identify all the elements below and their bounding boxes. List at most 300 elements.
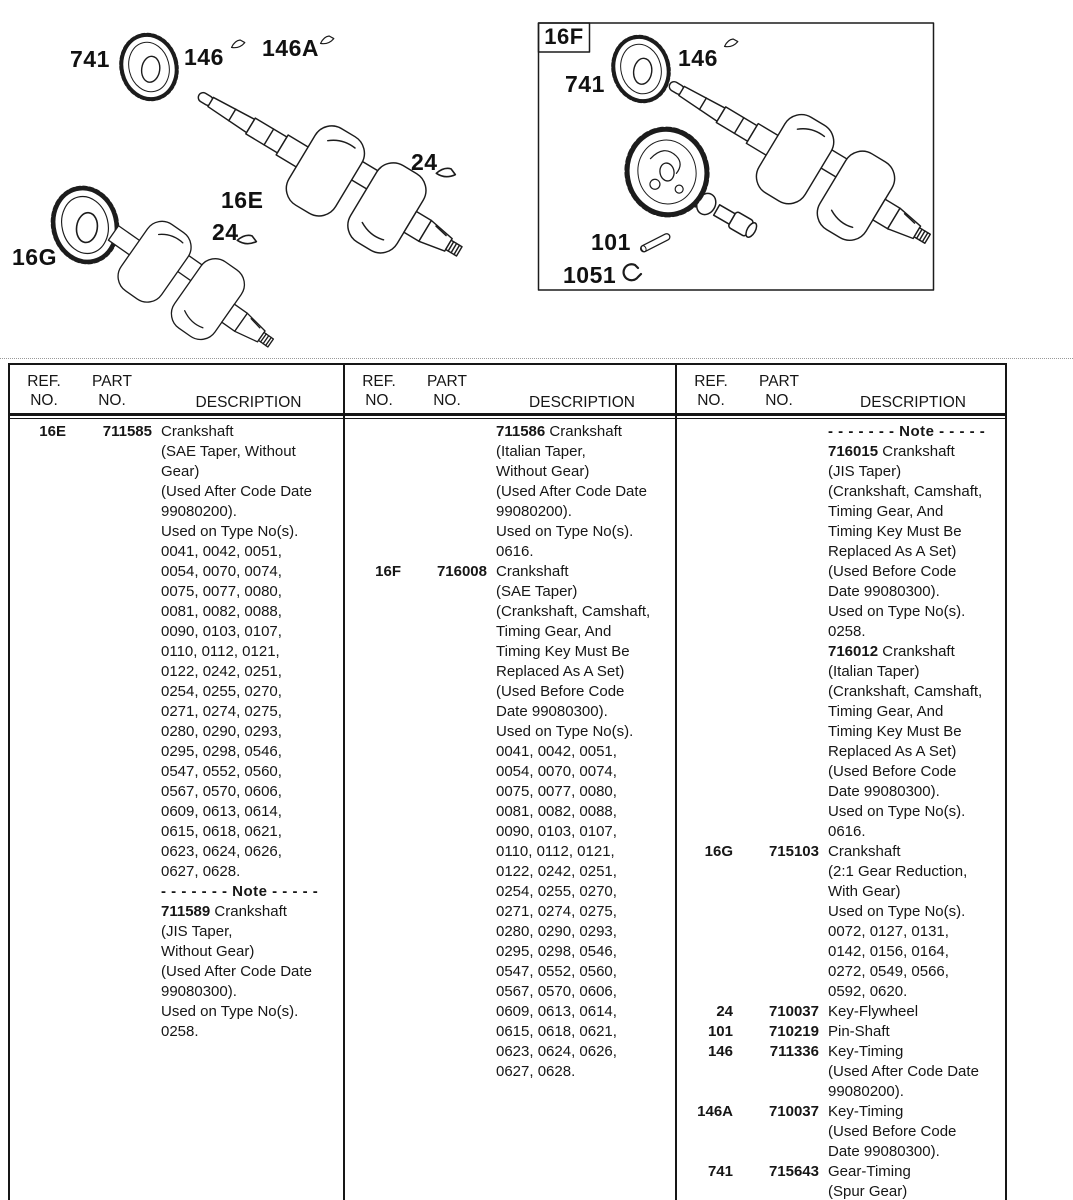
ref-no-cell (10, 642, 70, 662)
description-cell: 0295, 0298, 0546, (496, 943, 617, 960)
description-cell: 0616. (496, 543, 534, 560)
description-cell: 0072, 0127, 0131, (828, 923, 949, 940)
part-no-cell (405, 742, 489, 762)
ref-no-cell (345, 722, 405, 742)
part-no-cell (737, 802, 821, 822)
part-no-cell (405, 942, 489, 962)
ref-no-cell (10, 462, 70, 482)
ref-no-cell (345, 942, 405, 962)
part-no-cell (70, 622, 154, 642)
part-no-cell (737, 762, 821, 782)
description-cell: Used on Type No(s). (161, 523, 299, 540)
table-row (677, 822, 1005, 842)
ref-no-cell (677, 622, 737, 642)
table-row (10, 462, 343, 482)
part-no-cell (405, 1042, 489, 1062)
part-no-cell (70, 602, 154, 622)
ref-no-header: REF. NO. (27, 373, 61, 409)
table-row (345, 562, 675, 582)
description-cell: Used on Type No(s). (496, 723, 634, 740)
table-row (677, 462, 1005, 482)
description-cell: 0272, 0549, 0566, (828, 963, 949, 980)
part-no-cell (737, 942, 821, 962)
ref-no-cell (677, 482, 737, 502)
table-row (345, 962, 675, 982)
ref-no-cell (345, 602, 405, 622)
description-cell: 99080200). (161, 503, 237, 520)
part-no-cell (405, 962, 489, 982)
description-cell: Timing Key Must Be (496, 643, 630, 660)
table-row (10, 682, 343, 702)
description-cell: 0075, 0077, 0080, (161, 583, 282, 600)
description-cell (489, 422, 675, 442)
ref-no-cell (345, 982, 405, 1002)
part-no-cell (70, 802, 154, 822)
description-cell: Timing Gear, And (828, 503, 944, 520)
table-row (677, 722, 1005, 742)
ref-no-cell (677, 742, 737, 762)
part-no-cell (405, 862, 489, 882)
table-row (10, 822, 343, 842)
part-no-cell (70, 982, 154, 1002)
ref-no-cell (677, 582, 737, 602)
description-cell: (2:1 Gear Reduction, (828, 863, 968, 880)
table-row (677, 502, 1005, 522)
part-no-cell (70, 502, 154, 522)
table-row (345, 842, 675, 862)
part-no-cell (737, 482, 821, 502)
part-no-cell (737, 462, 821, 482)
table-row (345, 782, 675, 802)
ref-no-cell (10, 742, 70, 762)
table-row (345, 482, 675, 502)
description-cell: 0090, 0103, 0107, (161, 623, 282, 640)
part-no-cell: 710037 (768, 1003, 819, 1020)
table-row (345, 522, 675, 542)
description-cell: Without Gear) (161, 943, 255, 960)
table-row (345, 1022, 675, 1042)
part-no-cell (405, 882, 489, 902)
description-cell: Crankshaft (828, 843, 901, 860)
table-row (345, 602, 675, 622)
part-no-cell (70, 882, 154, 902)
part-no-cell (737, 822, 821, 842)
part-no-cell (405, 722, 489, 742)
flywheel-key-24-left-icon (237, 233, 257, 246)
part-no-cell (737, 602, 821, 622)
description-cell: (Italian Taper, (496, 443, 586, 460)
description-cell: Used on Type No(s). (496, 523, 634, 540)
description-cell: 0122, 0242, 0251, (496, 863, 617, 880)
table-row (345, 462, 675, 482)
ref-no-cell (677, 602, 737, 622)
ref-no-cell (345, 522, 405, 542)
ref-no-cell (345, 622, 405, 642)
part-no-cell (70, 762, 154, 782)
table-row (677, 922, 1005, 942)
description-cell: 0258. (161, 1023, 199, 1040)
table-row (345, 422, 675, 442)
ref-no-cell (677, 802, 737, 822)
table-row (677, 1002, 1005, 1022)
ref-no-cell (345, 802, 405, 822)
ref-no-cell (10, 902, 70, 922)
ref-no-cell (345, 702, 405, 722)
part-no-cell (737, 862, 821, 882)
table-row (677, 542, 1005, 562)
table-row (10, 742, 343, 762)
table-row (10, 982, 343, 1002)
table-row (10, 562, 343, 582)
ref-no-cell (677, 882, 737, 902)
ref-no-cell (345, 762, 405, 782)
description-cell: Date 99080300). (496, 703, 608, 720)
ref-no-cell (677, 502, 737, 522)
ref-no-cell: 146 (707, 1043, 733, 1060)
part-no-cell (737, 782, 821, 802)
table-row (677, 422, 1005, 442)
ref-no-cell (677, 902, 737, 922)
table-row (677, 582, 1005, 602)
description-cell: (Used Before Code (828, 563, 957, 580)
ref-no-cell (677, 1142, 737, 1162)
part-no-cell (70, 642, 154, 662)
ref-no-cell (345, 442, 405, 462)
table-row (677, 622, 1005, 642)
timing-gear-741-right-drawing (608, 33, 673, 106)
description-cell: 0110, 0112, 0121, (496, 843, 615, 860)
table-row (677, 682, 1005, 702)
ref-no-cell (345, 782, 405, 802)
table-header (10, 365, 343, 413)
part-no-cell (737, 1122, 821, 1142)
diagram-label-741-left: 741 (70, 46, 110, 72)
part-no-cell (737, 422, 821, 442)
timing-gear-741-left-drawing (116, 31, 181, 104)
timing-key-146-right-icon (723, 38, 738, 47)
part-no-cell (405, 1022, 489, 1042)
description-cell: 0041, 0042, 0051, (161, 543, 282, 560)
part-no-cell (737, 682, 821, 702)
diagram-artwork (0, 0, 1073, 362)
ref-no-cell: 16F (375, 563, 401, 580)
timing-key-146a-icon (319, 35, 334, 44)
ref-no-cell (10, 522, 70, 542)
ref-no-cell (345, 482, 405, 502)
diagram-area (0, 0, 1073, 362)
ref-no-cell (677, 1082, 737, 1102)
inline-part-text: Crankshaft (878, 643, 955, 660)
ref-no-cell (677, 522, 737, 542)
description-cell: 0627, 0628. (161, 863, 241, 880)
description-cell: 0280, 0290, 0293, (161, 723, 282, 740)
table-row (677, 662, 1005, 682)
table-row (345, 802, 675, 822)
table-row (677, 522, 1005, 542)
table-row (10, 922, 343, 942)
table-row (10, 602, 343, 622)
table-row (10, 702, 343, 722)
ref-no-cell (10, 562, 70, 582)
diagram-label-16e: 16E (221, 187, 264, 213)
part-no-cell (70, 922, 154, 942)
description-cell: 0609, 0613, 0614, (496, 1003, 617, 1020)
description-cell: (Used Before Code (828, 763, 957, 780)
description-cell: 0280, 0290, 0293, (496, 923, 617, 940)
table-row (345, 742, 675, 762)
part-no-cell (737, 962, 821, 982)
table-column-2 (345, 365, 677, 1200)
ref-no-cell (345, 882, 405, 902)
ref-no-cell (10, 1022, 70, 1042)
ref-no-cell: 16G (704, 843, 733, 860)
ref-no-cell (677, 1062, 737, 1082)
part-no-cell (737, 582, 821, 602)
table-body (677, 419, 1005, 1200)
ref-no-cell (345, 862, 405, 882)
table-row (677, 902, 1005, 922)
description-cell: (Crankshaft, Camshaft, (828, 483, 983, 500)
description-cell: Crankshaft (496, 563, 569, 580)
table-row (345, 1062, 675, 1082)
description-cell: 0054, 0070, 0074, (496, 763, 617, 780)
part-no-cell: 715643 (768, 1163, 819, 1180)
table-row (345, 662, 675, 682)
part-no-cell (70, 702, 154, 722)
ref-no-cell (677, 942, 737, 962)
ref-no-cell (677, 982, 737, 1002)
table-row (677, 1082, 1005, 1102)
description-cell: 0609, 0613, 0614, (161, 803, 282, 820)
table-row (677, 842, 1005, 862)
ref-no-cell (10, 802, 70, 822)
ref-no-cell (345, 462, 405, 482)
table-row (345, 722, 675, 742)
table-row (345, 682, 675, 702)
ref-no-cell (345, 662, 405, 682)
part-no-cell: 716008 (436, 563, 487, 580)
table-row (10, 842, 343, 862)
description-cell: 0041, 0042, 0051, (496, 743, 617, 760)
header-separator (677, 413, 1005, 416)
ref-no-cell (345, 502, 405, 522)
part-no-cell (405, 642, 489, 662)
description-cell: Timing Key Must Be (828, 723, 962, 740)
description-cell: 0081, 0082, 0088, (161, 603, 282, 620)
table-row (10, 802, 343, 822)
inline-part-number: 711586 (496, 423, 546, 440)
part-no-cell: 710219 (768, 1023, 819, 1040)
description-cell: 0547, 0552, 0560, (496, 963, 617, 980)
table-row (677, 642, 1005, 662)
page-rule-line (0, 358, 1073, 359)
description-cell: Replaced As A Set) (828, 743, 957, 760)
part-no-cell (405, 442, 489, 462)
description-cell: Date 99080300). (828, 1143, 940, 1160)
table-row (677, 942, 1005, 962)
diagram-label-146-left: 146 (184, 44, 224, 70)
description-cell: Date 99080300). (828, 783, 940, 800)
table-header (345, 365, 675, 413)
table-body (10, 419, 343, 1042)
ref-no-cell (345, 682, 405, 702)
ref-no-cell: 101 (707, 1023, 733, 1040)
description-cell: Timing Gear, And (828, 703, 944, 720)
description-cell: 0142, 0156, 0164, (828, 943, 949, 960)
table-row (345, 1042, 675, 1062)
diagram-label-16g: 16G (12, 244, 57, 270)
part-no-cell (70, 742, 154, 762)
ref-no-cell (345, 642, 405, 662)
description-cell: (Used After Code Date (828, 1063, 979, 1080)
table-row (345, 502, 675, 522)
part-no-cell (737, 1062, 821, 1082)
ref-no-cell (10, 542, 70, 562)
part-no-cell (405, 422, 489, 442)
description-cell: Date 99080300). (828, 583, 940, 600)
inline-part-number: 711589 (161, 903, 211, 920)
description-cell: 0090, 0103, 0107, (496, 823, 617, 840)
table-row (345, 862, 675, 882)
part-no-cell (737, 642, 821, 662)
description-cell: Pin-Shaft (828, 1023, 890, 1040)
ref-no-cell (10, 982, 70, 1002)
description-cell: 0567, 0570, 0606, (496, 983, 617, 1000)
part-no-cell (737, 662, 821, 682)
ref-no-cell (10, 662, 70, 682)
part-no-cell (405, 662, 489, 682)
ref-no-cell (677, 782, 737, 802)
table-row (10, 862, 343, 882)
table-row (677, 1062, 1005, 1082)
description-cell: 0615, 0618, 0621, (496, 1023, 617, 1040)
part-no-cell (70, 862, 154, 882)
parts-table (8, 363, 1007, 1200)
part-no-header: PART NO. (92, 373, 132, 409)
description-cell: (Used After Code Date (161, 963, 312, 980)
ref-no-cell (677, 1122, 737, 1142)
table-row (345, 922, 675, 942)
table-row (345, 762, 675, 782)
description-cell: (Used Before Code (496, 683, 625, 700)
part-no-cell (70, 782, 154, 802)
table-row (677, 482, 1005, 502)
description-cell: (Italian Taper) (828, 663, 920, 680)
table-row (10, 1002, 343, 1022)
ref-no-cell (345, 582, 405, 602)
ref-no-cell (677, 682, 737, 702)
description-cell: 0615, 0618, 0621, (161, 823, 282, 840)
ref-no-cell (10, 482, 70, 502)
ref-no-cell (10, 922, 70, 942)
reduction-gear-16g-drawing (47, 183, 122, 267)
description-cell (154, 902, 343, 922)
description-cell: (JIS Taper) (828, 463, 902, 480)
description-cell: (JIS Taper, (161, 923, 233, 940)
table-row (10, 962, 343, 982)
description-cell: (Spur Gear) (828, 1183, 908, 1200)
part-no-cell (70, 822, 154, 842)
part-no-cell (737, 702, 821, 722)
ref-no-cell (345, 422, 405, 442)
ref-no-cell (10, 1002, 70, 1022)
diagram-box-label-16f: 16F (544, 24, 584, 49)
description-cell: 99080200). (828, 1083, 904, 1100)
ref-no-cell (10, 602, 70, 622)
table-row (677, 1122, 1005, 1142)
description-cell: 0254, 0255, 0270, (496, 883, 617, 900)
part-no-cell (405, 542, 489, 562)
description-cell: 0110, 0112, 0121, (161, 643, 280, 660)
part-no-cell (405, 782, 489, 802)
part-no-cell (405, 822, 489, 842)
timing-key-146-icon (230, 39, 245, 48)
description-cell: 0295, 0298, 0546, (161, 743, 282, 760)
part-no-cell (70, 1002, 154, 1022)
ref-no-cell (677, 562, 737, 582)
pin-shaft-101-icon (640, 233, 671, 253)
table-row (345, 442, 675, 462)
part-no-header: PART NO. (759, 373, 799, 409)
table-row (345, 642, 675, 662)
part-no-cell (405, 502, 489, 522)
table-row (677, 702, 1005, 722)
table-body (345, 419, 675, 1082)
description-header: DESCRIPTION (529, 394, 635, 411)
diagram-label-1051: 1051 (563, 262, 617, 288)
table-row (677, 1042, 1005, 1062)
part-no-header: PART NO. (427, 373, 467, 409)
description-cell: 0616. (828, 823, 866, 840)
part-no-cell (737, 922, 821, 942)
table-row (345, 882, 675, 902)
part-no-cell (737, 1182, 821, 1200)
description-cell: 0271, 0274, 0275, (496, 903, 617, 920)
part-no-cell (70, 482, 154, 502)
part-no-cell (70, 962, 154, 982)
ref-no-cell (345, 842, 405, 862)
description-cell: 99080200). (496, 503, 572, 520)
part-no-cell (737, 442, 821, 462)
part-no-cell (70, 582, 154, 602)
ref-no-cell: 16E (39, 423, 66, 440)
ref-no-cell (10, 842, 70, 862)
table-row (10, 442, 343, 462)
part-no-cell (70, 942, 154, 962)
part-no-cell (405, 582, 489, 602)
part-no-cell (405, 622, 489, 642)
inline-part-text: Crankshaft (545, 423, 622, 440)
table-row (677, 982, 1005, 1002)
description-cell: 0054, 0070, 0074, (161, 563, 282, 580)
table-row (10, 622, 343, 642)
description-cell: Gear-Timing (828, 1163, 911, 1180)
ref-no-cell (10, 682, 70, 702)
table-row (677, 782, 1005, 802)
part-no-cell (70, 562, 154, 582)
table-row (677, 862, 1005, 882)
part-no-cell (70, 722, 154, 742)
table-row (677, 442, 1005, 462)
table-row (345, 622, 675, 642)
description-cell: 0623, 0624, 0626, (161, 843, 282, 860)
description-cell: 0075, 0077, 0080, (496, 783, 617, 800)
diagram-label-146-right: 146 (678, 45, 718, 71)
table-row (677, 1102, 1005, 1122)
ref-no-cell (677, 462, 737, 482)
table-row (345, 982, 675, 1002)
table-row (10, 882, 343, 902)
